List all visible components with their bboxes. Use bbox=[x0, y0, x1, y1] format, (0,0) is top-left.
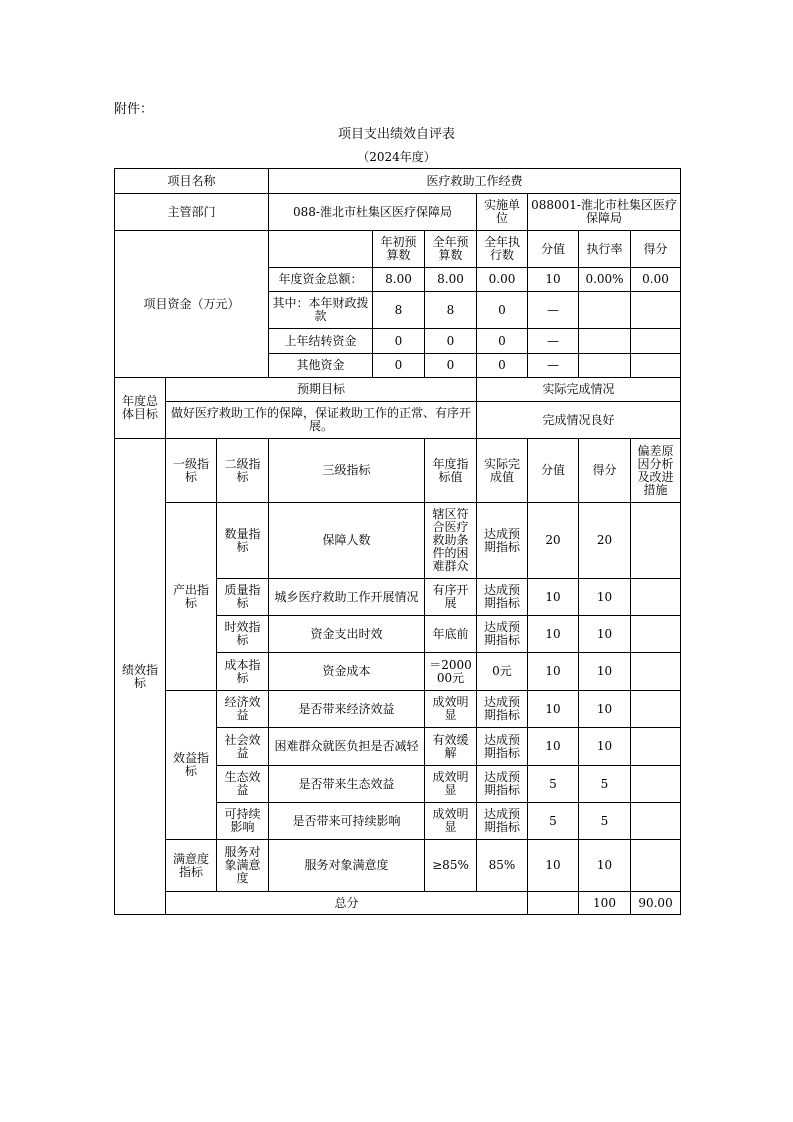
funds-cell bbox=[631, 292, 681, 329]
got-value: 10 bbox=[579, 616, 631, 653]
indicator-header-cell: 得分 bbox=[579, 439, 631, 503]
got-value: 5 bbox=[579, 803, 631, 840]
indicator-header-cell: 一级指标 bbox=[166, 439, 217, 503]
goal-label: 年度总体目标 bbox=[115, 378, 166, 439]
actual-value: 达成预期指标 bbox=[477, 691, 528, 728]
actual-value: 达成预期指标 bbox=[477, 728, 528, 766]
funds-header-row bbox=[115, 231, 681, 268]
level2-indicator: 质量指标 bbox=[217, 579, 269, 616]
funds-cell: 0 bbox=[477, 329, 528, 354]
level3-indicator: 是否带来生态效益 bbox=[269, 766, 425, 803]
funds-cell: 0 bbox=[373, 354, 425, 378]
target-value: ≥85% bbox=[425, 840, 477, 892]
actual-value: 0元 bbox=[477, 653, 528, 691]
indicator-header-cell: 偏差原因分析及改进措施 bbox=[631, 439, 681, 503]
funds-cell: 0 bbox=[425, 329, 477, 354]
attachment-label: 附件： bbox=[114, 102, 154, 117]
funds-header-cell: 全年执行数 bbox=[477, 231, 528, 268]
indicators-label: 绩效指标 bbox=[115, 439, 166, 915]
level2-indicator: 生态效益 bbox=[217, 766, 269, 803]
level2-indicator: 社会效益 bbox=[217, 728, 269, 766]
dept-value: 088-淮北市杜集区医疗保障局 bbox=[269, 194, 477, 231]
indicator-row bbox=[115, 840, 681, 892]
page-title: 项目支出绩效自评表 bbox=[337, 127, 455, 142]
total-blank bbox=[528, 892, 579, 915]
target-value: 成效明显 bbox=[425, 691, 477, 728]
level3-indicator: 服务对象满意度 bbox=[269, 840, 425, 892]
indicator-header-cell: 实际完成值 bbox=[477, 439, 528, 503]
project-name-label: 项目名称 bbox=[115, 169, 269, 194]
note-value bbox=[631, 653, 681, 691]
funds-cell: 10 bbox=[528, 268, 579, 292]
funds-cell: 8.00 bbox=[425, 268, 477, 292]
funds-header-cell: 执行率 bbox=[579, 231, 631, 268]
goal-expected-label: 预期目标 bbox=[166, 378, 477, 402]
funds-cell bbox=[579, 329, 631, 354]
funds-cell: — bbox=[528, 329, 579, 354]
actual-value: 达成预期指标 bbox=[477, 579, 528, 616]
got-value: 10 bbox=[579, 840, 631, 892]
level2-indicator: 成本指标 bbox=[217, 653, 269, 691]
level3-indicator: 困难群众就医负担是否减轻 bbox=[269, 728, 425, 766]
total-label: 总分 bbox=[166, 892, 528, 915]
goal-actual-label: 实际完成情况 bbox=[477, 378, 681, 402]
department-row bbox=[115, 194, 681, 231]
target-value: 成效明显 bbox=[425, 766, 477, 803]
actual-value: 达成预期指标 bbox=[477, 503, 528, 579]
level1-indicator: 效益指标 bbox=[166, 691, 217, 840]
note-value bbox=[631, 503, 681, 579]
indicator-row bbox=[115, 691, 681, 728]
indicator-header-cell: 二级指标 bbox=[217, 439, 269, 503]
level1-indicator: 产出指标 bbox=[166, 503, 217, 691]
funds-cell bbox=[631, 354, 681, 378]
level3-indicator: 是否带来经济效益 bbox=[269, 691, 425, 728]
funds-cell: 0 bbox=[373, 329, 425, 354]
got-value: 10 bbox=[579, 691, 631, 728]
funds-header-cell: 分值 bbox=[528, 231, 579, 268]
funds-cell: 0 bbox=[477, 292, 528, 329]
level1-indicator: 满意度指标 bbox=[166, 840, 217, 892]
got-value: 10 bbox=[579, 653, 631, 691]
score-value: 5 bbox=[528, 803, 579, 840]
target-value: 有效缓解 bbox=[425, 728, 477, 766]
indicator-header-cell: 三级指标 bbox=[269, 439, 425, 503]
score-value: 10 bbox=[528, 579, 579, 616]
funds-row-label: 上年结转资金 bbox=[269, 329, 373, 354]
level2-indicator: 数量指标 bbox=[217, 503, 269, 579]
goal-expected-text: 做好医疗救助工作的保障，保证救助工作的正常、有序开展。 bbox=[166, 402, 477, 439]
evaluation-table bbox=[114, 168, 681, 915]
funds-cell: 8 bbox=[425, 292, 477, 329]
total-got: 90.00 bbox=[631, 892, 681, 915]
indicator-row bbox=[115, 503, 681, 579]
dept-label: 主管部门 bbox=[115, 194, 269, 231]
got-value: 10 bbox=[579, 579, 631, 616]
funds-header-cell: 全年预算数 bbox=[425, 231, 477, 268]
score-value: 10 bbox=[528, 616, 579, 653]
target-value: 成效明显 bbox=[425, 803, 477, 840]
score-value: 10 bbox=[528, 728, 579, 766]
level2-indicator: 可持续影响 bbox=[217, 803, 269, 840]
funds-header-cell: 年初预算数 bbox=[373, 231, 425, 268]
level3-indicator: 城乡医疗救助工作开展情况 bbox=[269, 579, 425, 616]
score-value: 10 bbox=[528, 840, 579, 892]
funds-row-label: 其他资金 bbox=[269, 354, 373, 378]
note-value bbox=[631, 728, 681, 766]
note-value bbox=[631, 616, 681, 653]
score-value: 10 bbox=[528, 691, 579, 728]
note-value bbox=[631, 579, 681, 616]
level2-indicator: 经济效益 bbox=[217, 691, 269, 728]
funds-cell: 0.00% bbox=[579, 268, 631, 292]
got-value: 20 bbox=[579, 503, 631, 579]
got-value: 10 bbox=[579, 728, 631, 766]
project-name-row bbox=[115, 169, 681, 194]
impl-label: 实施单位 bbox=[477, 194, 528, 231]
funds-cell bbox=[579, 292, 631, 329]
note-value bbox=[631, 691, 681, 728]
target-value: 有序开展 bbox=[425, 579, 477, 616]
score-value: 10 bbox=[528, 653, 579, 691]
level2-indicator: 服务对象满意度 bbox=[217, 840, 269, 892]
note-value bbox=[631, 766, 681, 803]
funds-cell: — bbox=[528, 292, 579, 329]
funds-cell: 8.00 bbox=[373, 268, 425, 292]
report-year: （2024年度） bbox=[357, 150, 436, 164]
funds-label: 项目资金（万元） bbox=[115, 231, 269, 378]
target-value: 年底前 bbox=[425, 616, 477, 653]
goal-content-row bbox=[115, 402, 681, 439]
indicator-header-cell: 年度指标值 bbox=[425, 439, 477, 503]
funds-row-label: 其中：本年财政拨款 bbox=[269, 292, 373, 329]
level3-indicator: 资金成本 bbox=[269, 653, 425, 691]
actual-value: 达成预期指标 bbox=[477, 803, 528, 840]
funds-cell: 0.00 bbox=[631, 268, 681, 292]
total-row bbox=[115, 892, 681, 915]
goal-actual-text: 完成情况良好 bbox=[477, 402, 681, 439]
score-value: 20 bbox=[528, 503, 579, 579]
funds-header-blank bbox=[269, 231, 373, 268]
note-value bbox=[631, 803, 681, 840]
target-value: 辖区符合医疗救助条件的困难群众 bbox=[425, 503, 477, 579]
funds-cell: 8 bbox=[373, 292, 425, 329]
level3-indicator: 资金支出时效 bbox=[269, 616, 425, 653]
funds-cell: 0.00 bbox=[477, 268, 528, 292]
funds-cell bbox=[579, 354, 631, 378]
total-score: 100 bbox=[579, 892, 631, 915]
project-name-value: 医疗救助工作经费 bbox=[269, 169, 681, 194]
got-value: 5 bbox=[579, 766, 631, 803]
note-value bbox=[631, 840, 681, 892]
funds-cell bbox=[631, 329, 681, 354]
level3-indicator: 保障人数 bbox=[269, 503, 425, 579]
funds-row-label: 年度资金总额： bbox=[269, 268, 373, 292]
target-value: ＝200000元 bbox=[425, 653, 477, 691]
funds-cell: — bbox=[528, 354, 579, 378]
funds-header-cell: 得分 bbox=[631, 231, 681, 268]
score-value: 5 bbox=[528, 766, 579, 803]
level3-indicator: 是否带来可持续影响 bbox=[269, 803, 425, 840]
goal-header-row bbox=[115, 378, 681, 402]
funds-cell: 0 bbox=[425, 354, 477, 378]
indicator-header-cell: 分值 bbox=[528, 439, 579, 503]
funds-cell: 0 bbox=[477, 354, 528, 378]
actual-value: 达成预期指标 bbox=[477, 616, 528, 653]
actual-value: 达成预期指标 bbox=[477, 766, 528, 803]
actual-value: 85% bbox=[477, 840, 528, 892]
indicator-header-row bbox=[115, 439, 681, 503]
level2-indicator: 时效指标 bbox=[217, 616, 269, 653]
impl-value: 088001-淮北市杜集区医疗保障局 bbox=[528, 194, 681, 231]
